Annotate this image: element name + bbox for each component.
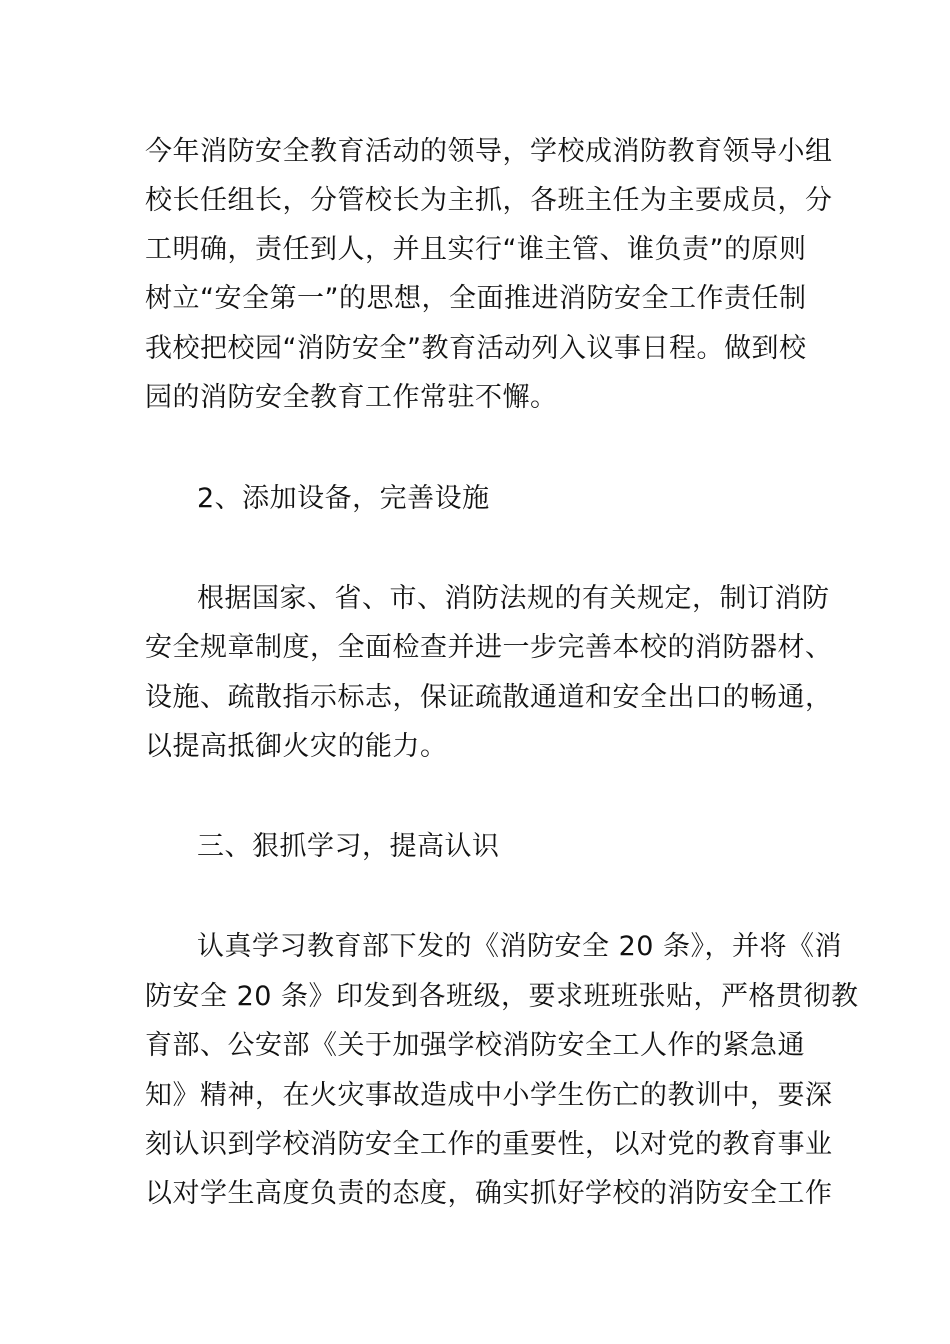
paragraph-2-line-4: 以提高抵御火灾的能力。: [145, 731, 448, 762]
section-heading-3: 三、狠抓学习，提高认识: [197, 831, 500, 862]
paragraph-1-line-2: 校长任组长，分管校长为主抓，各班主任为主要成员，分: [145, 185, 833, 216]
paragraph-1-line-4: 树立“安全第一”的思想，全面推进消防安全工作责任制: [145, 283, 807, 314]
paragraph-3-line-2: 防安全 20 条》印发到各班级，要求班班张贴，严格贯彻教: [145, 981, 859, 1012]
paragraph-3-line-5: 刻认识到学校消防安全工作的重要性，以对党的教育事业: [145, 1129, 833, 1160]
paragraph-1-line-1: 今年消防安全教育活动的领导，学校成消防教育领导小组: [145, 136, 833, 167]
paragraph-1-line-5: 我校把校园“消防安全”教育活动列入议事日程。做到校: [145, 333, 807, 364]
paragraph-3-line-3: 育部、公安部《关于加强学校消防安全工人作的紧急通: [145, 1030, 805, 1061]
paragraph-2-line-2: 安全规章制度，全面检查并进一步完善本校的消防器材、: [145, 632, 833, 663]
paragraph-3-line-6: 以对学生高度负责的态度，确实抓好学校的消防安全工作: [145, 1178, 833, 1209]
paragraph-3-line-1: 认真学习教育部下发的《消防安全 20 条》，并将《消: [197, 931, 843, 962]
section-heading-2: 2、添加设备，完善设施: [197, 483, 490, 514]
paragraph-3-line-4: 知》精神，在火灾事故造成中小学生伤亡的教训中，要深: [145, 1080, 833, 1111]
paragraph-1-line-6: 园的消防安全教育工作常驻不懈。: [145, 382, 558, 413]
paragraph-2-line-1: 根据国家、省、市、消防法规的有关规定，制订消防: [197, 583, 830, 614]
paragraph-2-line-3: 设施、疏散指示标志，保证疏散通道和安全出口的畅通，: [145, 682, 833, 713]
paragraph-1-line-3: 工明确，责任到人，并且实行“谁主管、谁负责”的原则: [145, 234, 807, 265]
